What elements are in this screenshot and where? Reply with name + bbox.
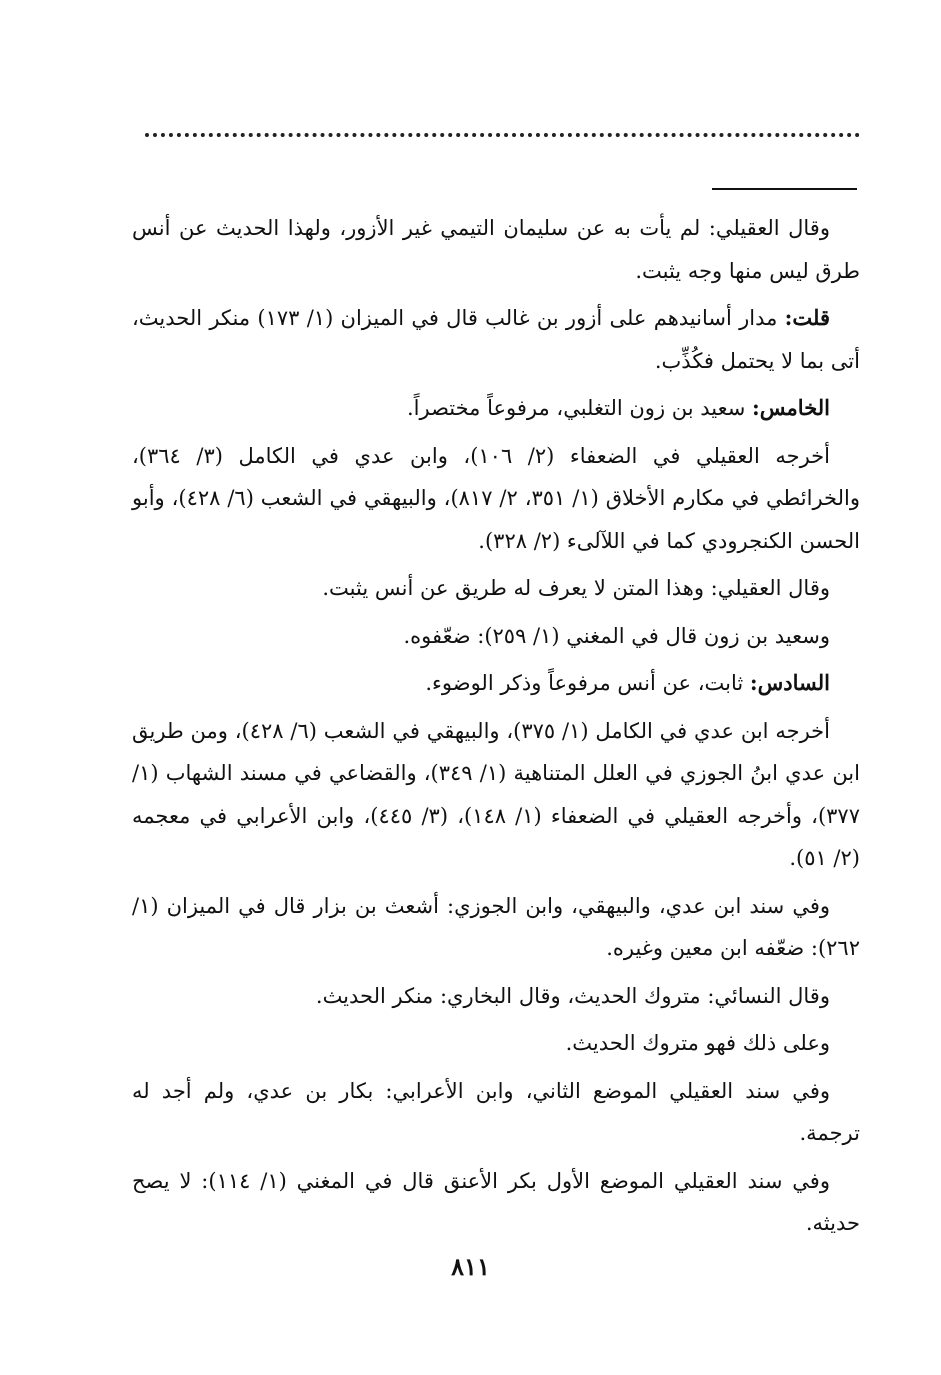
paragraph: أخرجه ابن عدي في الكامل (١/ ٣٧٥)، والبيهقي في الشعب (٦/ ٤٢٨)، ومن طريق ابن عدي ابنُ الجوزي في العلل المتناهية (١/ ٣٤٩)، والقضاعي في مسند الشهاب (١/ ٣٧٧)، وأخرجه العقيلي في الضعفاء (١/ ١٤٨)، (٣/ ٤٤٥)، وابن الأعرابي في معجمه (٢/ ٥١). [132, 718, 860, 870]
paragraph: الخامس: سعيد بن زون التغلبي، مرفوعاً مختصراً. [406, 395, 830, 420]
paragraph: وقال العقيلي: وهذا المتن لا يعرف له طريق عن أنس يثبت. [322, 576, 830, 600]
body-text [132, 207, 860, 1245]
paragraph: السادس: ثابت، عن أنس مرفوعاً وذكر الوضوء. [425, 670, 830, 695]
paragraph: وسعيد بن زون قال في المغني (١/ ٢٥٩): ضعّفوه. [403, 623, 830, 648]
paragraph: أخرجه العقيلي في الضعفاء (٢/ ١٠٦)، وابن عدي في الكامل (٣/ ٣٦٤)، والخرائطي في مكارم الأخلاق (١/ ٣٥١، ٢/ ٨١٧)، والبيهقي في الشعب (٦/ ٤٢٨)، وأبو الحسن الكنجرودي كما في اللآلىء (٢/ ٣٢٨). [132, 443, 860, 553]
paragraph: وعلى ذلك فهو متروك الحديث. [565, 1031, 830, 1055]
dotted-separator [145, 133, 860, 137]
paragraph-lead: السادس: [749, 670, 830, 695]
footnote-rule [712, 188, 857, 190]
paragraph: وفي سند العقيلي الموضع الأول بكر الأعنق قال في المغني (١/ ١١٤): لا يصح حديثه. [132, 1168, 860, 1235]
paragraph: وقال النسائي: متروك الحديث، وقال البخاري: منكر الحديث. [315, 983, 830, 1008]
paragraph: وفي سند العقيلي الموضع الثاني، وابن الأعرابي: بكار بن عدي، ولم أجد له ترجمة. [132, 1078, 860, 1145]
paragraph-lead: قلت: [784, 305, 830, 330]
paragraph: وقال العقيلي: لم يأت به عن سليمان التيمي غير الأزور، ولهذا الحديث عن أنس طرق ليس منها وجه يثبت. [132, 216, 860, 283]
paragraph: قلت: مدار أسانيدهم على أزور بن غالب قال في الميزان (١/ ١٧٣) منكر الحديث، أتى بما لا يحتمل فكُذِّب. [132, 305, 860, 373]
page-number: ٨١١ [451, 1252, 490, 1281]
paragraph-lead: الخامس: [752, 395, 830, 420]
paragraph: وفي سند ابن عدي، والبيهقي، وابن الجوزي: أشعث بن بزار قال في الميزان (١/ ٢٦٢): ضعّفه ابن معين وغيره. [132, 893, 860, 960]
